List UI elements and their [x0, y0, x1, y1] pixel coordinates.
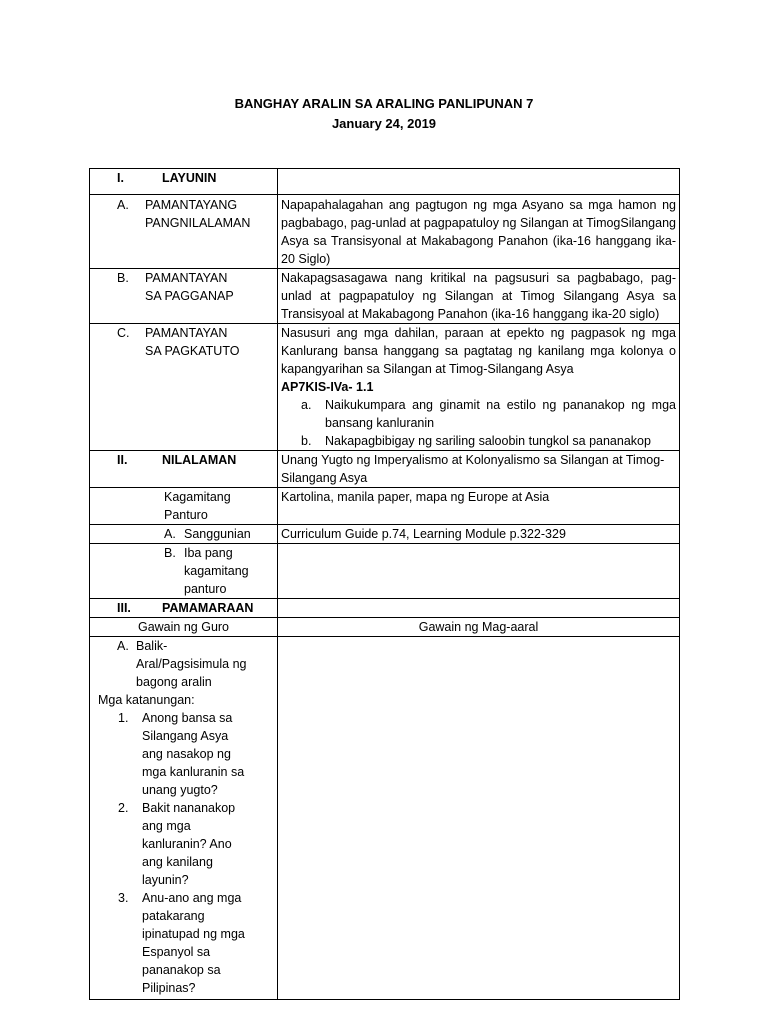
section-layunin-content — [278, 169, 680, 195]
item-marker: A. — [164, 527, 176, 541]
kagamitang-panturo-text: Kartolina, manila paper, mapa ng Europe at Asia — [278, 488, 680, 525]
document-header — [0, 94, 768, 134]
balik-aral-student-cell — [278, 637, 680, 1000]
sanggunian-label: Sanggunian — [184, 527, 251, 541]
section-number: I. — [117, 171, 124, 185]
section-nilalaman-heading — [90, 451, 278, 488]
section-layunin-heading — [90, 169, 278, 195]
section-label: LAYUNIN — [162, 171, 217, 185]
balik-aral-item — [98, 637, 274, 691]
question-text: Anu-ano ang mga patakarang ipinatupad ng mga Espanyol sa pananakop sa Pilipinas? — [142, 891, 245, 995]
question-item — [98, 799, 274, 889]
item-marker: B. — [164, 546, 176, 560]
kagamitang-panturo-label-cell — [90, 488, 278, 525]
section-label: NILALAMAN — [162, 453, 237, 467]
gawain-ng-guro-header: Gawain ng Guro — [90, 618, 278, 637]
item-marker: B. — [117, 271, 129, 285]
objective-text: Naikukumpara ang ginamit na estilo ng pananakop ng mga bansang kanluranin — [325, 398, 676, 430]
balik-aral-label: Balik-Aral/Pagsisimula ng bagong aralin — [136, 639, 247, 689]
kagamitang-panturo-label: Kagamitang Panturo — [164, 490, 231, 522]
pamantayan-sa-pagkatuto-text: Nasusuri ang mga dahilan, paraan at epekto ng pagpasok ng mga Kanlurang bansa hanggang sa pagtatag ng kanilang mga kolonya o kapangyarihan sa Silangan at Timog-Silangang Asya — [281, 326, 676, 376]
objective-text: Nakapagbibigay ng sariling saloobin tungkol sa pananakop — [325, 434, 651, 448]
question-item — [98, 709, 274, 799]
table-row-iba-pang-kagamitan — [90, 544, 680, 599]
balik-aral-cell — [90, 637, 278, 1000]
table-row-gawain-headers — [90, 618, 680, 637]
table-row-balik-aral — [90, 637, 680, 1000]
pamantayang-pangnilalaman-label: PAMANTAYANG PANGNILALAMAN — [145, 198, 251, 230]
competency-code: AP7KIS-IVa- 1.1 — [281, 380, 374, 394]
question-item — [98, 889, 274, 997]
item-marker: A. — [117, 639, 129, 653]
section-pamamaraan-heading — [90, 599, 278, 618]
document-title: BANGHAY ARALIN SA ARALING PANLIPUNAN 7 — [234, 96, 534, 111]
question-number: 2. — [118, 801, 129, 815]
table-row-sanggunian — [90, 525, 680, 544]
table-row-nilalaman — [90, 451, 680, 488]
gawain-ng-mag-aaral-header: Gawain ng Mag-aaral — [278, 618, 680, 637]
table-row-pamantayan-sa-pagganap — [90, 269, 680, 324]
pamantayan-sa-pagkatuto-label-cell — [90, 324, 278, 451]
section-number: III. — [117, 601, 131, 615]
pamantayan-sa-pagganap-label-cell — [90, 269, 278, 324]
mga-katanungan-label: Mga katanungan: — [98, 693, 195, 707]
pamantayan-sa-pagkatuto-label: PAMANTAYAN SA PAGKATUTO — [145, 326, 240, 358]
pamantayan-sa-pagkatuto-content — [278, 324, 680, 451]
objective-item — [281, 396, 676, 432]
objective-marker: a. — [301, 398, 312, 412]
sanggunian-label-cell — [90, 525, 278, 544]
iba-pang-kagamitan-text — [278, 544, 680, 599]
table-row-layunin — [90, 169, 680, 195]
iba-pang-kagamitan-label: Iba pang kagamitang panturo — [184, 546, 249, 596]
item-marker: A. — [117, 198, 129, 212]
pamantayang-pangnilalaman-label-cell — [90, 195, 278, 269]
question-text: Anong bansa sa Silangang Asya ang nasakop ng mga kanluranin sa unang yugto? — [142, 711, 245, 797]
objective-marker: b. — [301, 434, 312, 448]
nilalaman-text: Unang Yugto ng Imperyalismo at Kolonyalismo sa Silangan at Timog-Silangang Asya — [278, 451, 680, 488]
iba-pang-kagamitan-label-cell — [90, 544, 278, 599]
section-label: PAMAMARAAN — [162, 601, 254, 615]
table-row-pamantayang-pangnilalaman — [90, 195, 680, 269]
pamantayang-pangnilalaman-text: Napapahalagahan ang pagtugon ng mga Asyano sa mga hamon ng pagbabago, pag-unlad at pagpapatuloy ng Silangan at TimogSilangang Asya sa Transisyonal at Makabagong Panahon (ika-16 hanggang ika-20 Siglo) — [278, 195, 680, 269]
sanggunian-text: Curriculum Guide p.74, Learning Module p.322-329 — [278, 525, 680, 544]
document-date: January 24, 2019 — [331, 116, 437, 131]
lesson-plan-table — [89, 168, 680, 1000]
question-number: 1. — [118, 711, 129, 725]
question-text: Bakit nananakop ang mga kanluranin? Ano ang kanilang layunin? — [142, 801, 236, 887]
section-pamamaraan-content — [278, 599, 680, 618]
pamantayan-sa-pagganap-text: Nakapagsasagawa nang kritikal na pagsusuri sa pagbabago, pag-unlad at pagpapatuloy ng Silangan at Timog Silangang Asya sa Transisyoal at Makabagong Panahon (ika-16 hanggang ika-20 siglo) — [278, 269, 680, 324]
section-number: II. — [117, 453, 128, 467]
table-row-pamantayan-sa-pagkatuto — [90, 324, 680, 451]
table-row-kagamitang-panturo — [90, 488, 680, 525]
objective-item — [281, 432, 676, 450]
pamantayan-sa-pagganap-label: PAMANTAYAN SA PAGGANAP — [145, 271, 234, 303]
item-marker: C. — [117, 326, 130, 340]
question-number: 3. — [118, 891, 129, 905]
table-row-pamamaraan — [90, 599, 680, 618]
